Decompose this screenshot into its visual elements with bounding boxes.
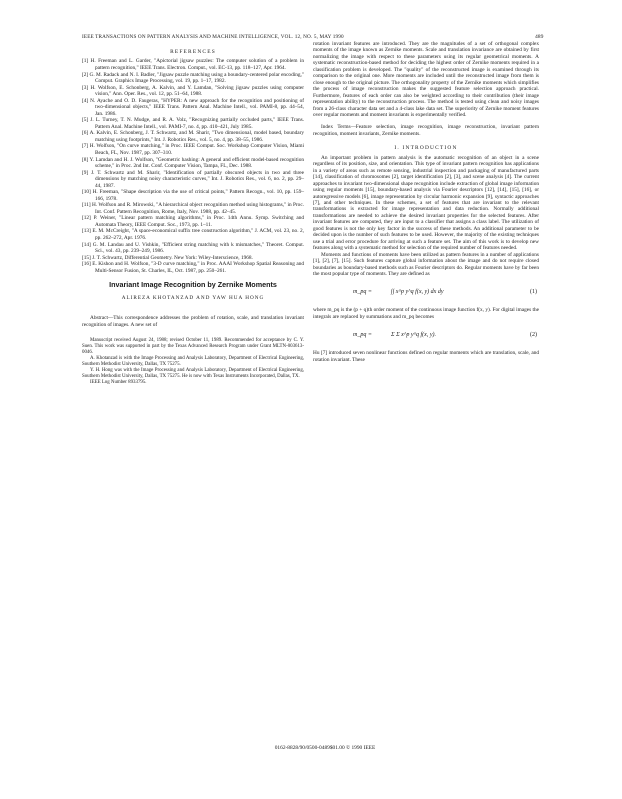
equation-1 <box>313 281 539 303</box>
reference-item: [5] J. L. Turney, T. N. Mudge, and R. A. Volz, "Recognizing partially occluded parts," IEEE Trans. Pattern Anal. Machine Intell., vol. PAMI-7, no. 4, pp. 410–421, July 1985. <box>82 117 304 130</box>
reference-item: [9] J. T. Schwartz and M. Sharir, "Identification of partially obscured objects in two and three dimensions by matching noisy characteristic curves," Int. J. Robotics Res., vol. 6, no. 2, pp. 29–44, 1987. <box>82 169 304 189</box>
equation-1-lhs: m_pq = <box>353 289 372 296</box>
footnotes <box>82 338 304 386</box>
paper-title: Invariant Image Recognition by Zernike Moments <box>109 280 277 290</box>
index-terms: Index Terms—Feature selection, image recognition, image reconstruction, invariant pattern recognition, moment invariants, Zernike moments. <box>313 124 539 137</box>
equation-2 <box>313 324 539 346</box>
equation-1-rhs: ∫∫ x^p y^q f(x, y) dx dy <box>391 289 444 296</box>
footnote-log-number: IEEE Log Number 8933795. <box>90 380 147 386</box>
right-column <box>313 41 539 363</box>
intro-paragraph-2: Moments and functions of moments have been utilized as pattern features in a number of applications [1], [2], [7], [15]. Such features capture global information about the image and do not require closed boundaries as boundary-based methods such as Fourier descriptors do. Regular moments have by far been the most popular type of moments. They are defined as <box>313 251 539 277</box>
equation-2-number: (2) <box>530 332 537 339</box>
footnote-manuscript: Manuscript received August 24, 1988; revised October 11, 1989. Recommended for acceptance by C. Y. Suen. This work was supported in part by the Texas Advanced Research Program under Grant MLTN-003613-0046. <box>82 338 304 356</box>
equation-2-lhs: m_pq = <box>353 332 372 339</box>
reference-item: [15] J. T. Schwartz, Differential Geometry. New York: Wiley-Interscience, 1968. <box>82 254 253 261</box>
references-heading: REFERENCES <box>170 49 216 55</box>
reference-item: [1] H. Freeman and L. Garder, "Apictorial jigsaw puzzles: The computer solution of a problem in pattern recognition," IEEE Trans. Electron. Comput., vol. EC-13, pp. 118–127, Apr. 1964. <box>82 58 304 71</box>
reference-item: [16] E. Kishon and H. Wolfson, "3-D curve matching," in Proc. AAAI Workshop Spatial Reasoning and Multi-Sensor Fusion, St. Charles, IL, Oct. 1987, pp. 250–261. <box>82 261 304 274</box>
reference-item: [6] A. Kalvin, E. Schonberg, J. T. Schwartz, and M. Sharir, "Two dimensional, model based, boundary matching using footprints," Int. J. Robotics Res., vol. 5, no. 4, pp. 38–55, 1986. <box>82 130 304 143</box>
footnote-author-1: A. Khotanzad is with the Image Processing and Analysis Laboratory, Department of Electrical Engineering, Southern Methodist University, Dallas, TX 75275. <box>82 356 304 368</box>
page-number: 489 <box>535 34 544 40</box>
equation-1-number: (1) <box>530 289 537 296</box>
copyright-line: 0162-8828/90/0500-0489$01.00 © 1990 IEEE <box>274 745 376 751</box>
footnote-author-2: Y. H. Hong was with the Image Processing and Analysis Laboratory, Department of Electrical Engineering, Southern Methodist University, Dallas, TX 75275. He is now with Texas Instruments Incorporated, Dallas, TX. <box>82 368 304 380</box>
introduction-heading: I. INTRODUCTION <box>394 145 458 152</box>
abstract: Abstract—This correspondence addresses the problem of rotation, scale, and translation invariant recognition of images. A new set of <box>82 315 304 328</box>
abstract-continued: rotation invariant features are introduced. They are the magnitudes of a set of orthogonal complex moments of the image known as Zernike moments. Scale and translation invariance are obtained by first normalizing the image with respect to these parameters using its regular geometrical moments. A systematic reconstruction-based method for deciding the highest order of Zernike moments required in a classification problem is developed. The "quality" of the reconstructed image is examined through its comparison to the original one. More moments are included until the reconstructed image from them is close enough to the original picture. The orthogonality property of the Zernike moments which simplifies the process of image reconstruction makes the suggested feature selection approach practical. Furthermore, features of each order can also be weighted according to their contribution (their image representation ability) to the reconstruction process. The method is tested using clean and noisy images from a 26-class character data set and a 4-class lake data set. The superiority of Zernike moment features over regular moments and moment invariants is experimentally verified. <box>313 41 539 118</box>
between-equations-text: where m_pq is the (p + q)th order moment of the continuous image function f(x, y). For digital images the integrals are replaced by summations and m_pq becomes <box>313 307 539 320</box>
reference-item: [13] E. M. McCreight, "A space-economical suffix tree construction algorithm," J. ACM, vol. 23, no. 2, pp. 262–272, Apr. 1976. <box>82 228 304 241</box>
reference-item: [8] Y. Lamdan and H. J. Wolfson, "Geometric hashing: A general and efficient model-based recognition scheme," in Proc. 2nd Int. Conf. Computer Vision, Tampa, FL, Dec. 1988. <box>82 156 304 170</box>
left-column <box>82 47 304 386</box>
reference-item: [10] H. Freeman, "Shape description via the use of critical points," Pattern Recogn., vol. 10, pp. 159–166, 1978. <box>82 189 304 202</box>
reference-item: [11] H. Wolfson and R. Mirowski, "A hierarchical object recognition method using histograms," in Proc. Int. Conf. Pattern Recognition, Rome, Italy, Nov. 1988, pp. 42–45. <box>82 202 304 215</box>
reference-list <box>82 58 304 274</box>
reference-item: [14] G. M. Landau and U. Vishkin, "Efficient string matching with k mismatches," Theoret. Comput. Sci., vol. 43, pp. 239–249, 1986. <box>82 241 304 255</box>
reference-item: [4] N. Ayache and O. D. Faugeras, "HYPER: A new approach for the recognition and positioning of two-dimensional objects," IEEE Trans. Pattern Anal. Machine Intell., vol. PAMI-8, pp. 44–54, Jan. 1986. <box>82 97 304 117</box>
reference-item: [2] G. M. Radack and N. I. Badler, "Jigsaw puzzle matching using a boundary-centered polar encoding," Comput. Graphics Image Processing, vol. 19, pp. 1–17, 1982. <box>82 71 304 84</box>
after-equation-text: Hu [7] introduced seven nonlinear functions defined on regular moments which are translation, scale, and rotation invariant. These <box>313 350 539 363</box>
running-head: IEEE TRANSACTIONS ON PATTERN ANALYSIS AND MACHINE INTELLIGENCE, VOL. 12, NO. 5, MAY 1990 <box>82 34 344 40</box>
intro-paragraph-1: An important problem in pattern analysis is the automatic recognition of an object in a scene regardless of its position, size, and orientation. This type of invariant pattern recognition has applications in a variety of areas such as remote sensing, industrial inspection and packaging of manufactured parts [14], classification of chromosomes [2], target identification [2], [3], and scene analysis [4]. The current approaches to invariant two-dimensional shape recognition include extraction of global image information using regular moments [15], boundary-based analysis via Fourier descriptors [12], [14], [15], [16], or autoregressive models [6], image representation by circular harmonic expansion [9], syntactic approaches [7], and other techniques. In these schemes, a set of features that are invariant to the relevant transformations is extracted for image representation and data reduction. Normally additional transformations are needed to achieve the desired invariant properties for the selected features. After invariant features are computed, they are input to a classifier that assigns a class label. The utilization of good features is not the only key factor in the success of these methods. An additional parameter to be decided upon is the number of such features to be used. However, the majority of the existing techniques use a trial and error procedure for arriving at such a feature set. The aim of this work is to develop new features along with a systematic method for selection of the required number of features needed. <box>313 154 539 252</box>
reference-item: [12] P. Weiner, "Linear pattern matching algorithms," in Proc. 14th Annu. Symp. Switching and Automata Theory, IEEE Comput. Soc., 1973, pp. 1–11. <box>82 215 304 228</box>
reference-item: [7] H. Wolfson, "On curve matching," in Proc. IEEE Comput. Soc. Workshop Computer Vision, Miami Beach, FL, Nov. 1987, pp. 307–310. <box>82 143 304 156</box>
paper-authors: ALIREZA KHOTANZAD AND YAW HUA HONG <box>121 294 265 301</box>
equation-2-rhs: Σ Σ x^p y^q f(x, y). <box>391 332 437 339</box>
reference-item: [3] H. Wolfson, E. Schonberg, A. Kalvin, and Y. Lamdan, "Solving jigsaw puzzles using computer vision," Ann. Oper. Res., vol. 12, pp. 51–64, 1988. <box>82 84 304 98</box>
